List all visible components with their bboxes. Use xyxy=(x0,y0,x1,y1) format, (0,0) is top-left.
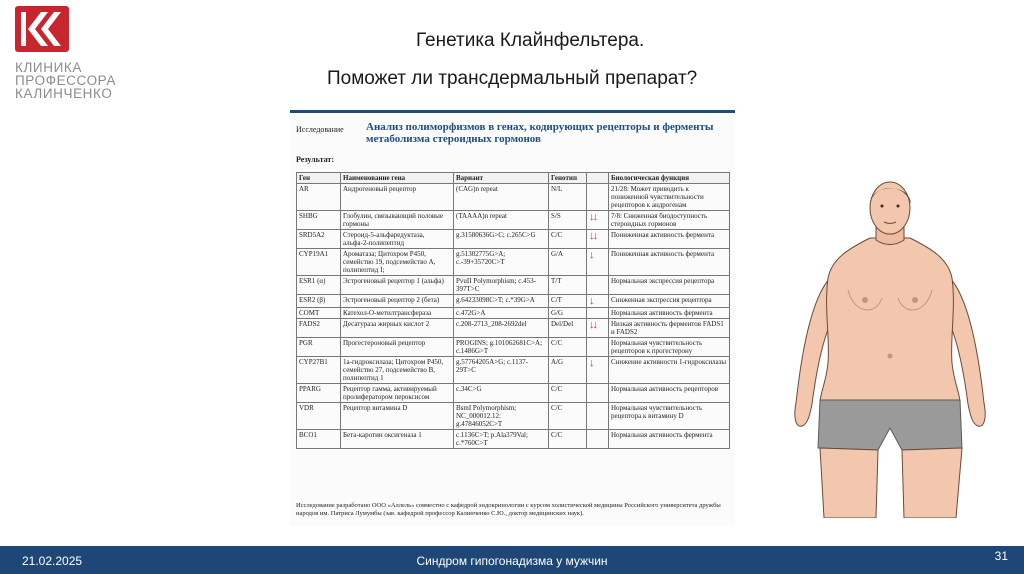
cell-genotype: A/G xyxy=(549,357,587,384)
footer-bar xyxy=(0,546,1024,574)
cell-name: 1а-гидроксилаза; Цитохром Р450, семейство 27, подсемейство В, полипептид 1 xyxy=(341,357,454,384)
header-arrow xyxy=(587,173,609,184)
table-header-row xyxy=(297,173,730,184)
cell-variant: BsmI Polymorphism; NC_000012.12: g.47846052C>T xyxy=(454,403,549,430)
cell-variant: g.57764205A>G; c.1137-29T>C xyxy=(454,357,549,384)
cell-name: Катехол-О-метилтрансфераза xyxy=(341,308,454,319)
slide-subtitle: Поможет ли трансдермальный препарат? xyxy=(327,68,698,89)
cell-function: Сниженная экспрессия рецептора xyxy=(609,295,730,308)
research-title: Анализ полиморфизмов в генах, кодирующих рецепторы и ферменты метаболизма стероидных гормонов xyxy=(366,121,714,145)
cell-variant: (CAG)n repeat xyxy=(454,184,549,211)
cell-gene: ESR1 (α) xyxy=(297,276,341,295)
table-row xyxy=(297,184,730,211)
cell-variant: c.1136C>T; p.Ala379Val; c.*760C>T xyxy=(454,430,549,449)
cell-gene: PGR xyxy=(297,338,341,357)
cell-variant: c.34C>G xyxy=(454,384,549,403)
cell-gene: VDR xyxy=(297,403,341,430)
document-footnote: Исследование разработано ООО «Аллель» совместно с кафедрой эндокринологии с курсом холистической медицины Российского университета дружбы народов им. Патриса Лумумбы (зав. кафедрой профессор Калинченко С.Ю., доктор медицинских наук). xyxy=(296,502,721,517)
cell-gene: BCO1 xyxy=(297,430,341,449)
header-name: Наименование гена xyxy=(341,173,454,184)
cell-gene: ESR2 (β) xyxy=(297,295,341,308)
slide-title: Генетика Клайнфельтера. xyxy=(416,30,645,51)
cell-arrow xyxy=(587,403,609,430)
table-row xyxy=(297,430,730,449)
cell-name: Рецептор витамина D xyxy=(341,403,454,430)
cell-gene: SRD5A2 xyxy=(297,230,341,249)
table-row xyxy=(297,403,730,430)
cell-variant: c.208-2713_208-2692del xyxy=(454,319,549,338)
cell-function: 7/8: Сниженная биодоступность стероидных гормонов xyxy=(609,211,730,230)
logo-line-3: КАЛИНЧЕНКО xyxy=(15,86,113,101)
cell-genotype: C/C xyxy=(549,384,587,403)
cell-function: Нормальная активность рецепторов xyxy=(609,384,730,403)
cell-arrow: ↓↓ xyxy=(587,211,609,230)
cell-genotype: C/C xyxy=(549,230,587,249)
cell-name: Прогестероновый рецептор xyxy=(341,338,454,357)
cell-genotype: C/C xyxy=(549,430,587,449)
header-variant: Вариант xyxy=(454,173,549,184)
cell-arrow xyxy=(587,276,609,295)
cell-function: 21/28: Может приводить к пониженной чувствительности рецепторов к андрогенам xyxy=(609,184,730,211)
cell-function: Снижение активности 1-гидроксилазы xyxy=(609,357,730,384)
cell-arrow xyxy=(587,430,609,449)
cell-function: Нормальная активность фермента xyxy=(609,308,730,319)
cell-name: Эстрогеновый рецептор 2 (бета) xyxy=(341,295,454,308)
header-genotype: Генотип xyxy=(549,173,587,184)
table-row xyxy=(297,211,730,230)
polymorphism-table xyxy=(296,172,730,449)
cell-genotype: G/A xyxy=(549,249,587,276)
cell-name: Стероид-5-альфаредуктаза, альфа-2-полипептид xyxy=(341,230,454,249)
cell-arrow xyxy=(587,338,609,357)
cell-gene: PPARG xyxy=(297,384,341,403)
cell-arrow: ↓↓ xyxy=(587,230,609,249)
cell-variant: (TAAAA)n repeat xyxy=(454,211,549,230)
cell-variant: g.31580636G>C; c.265C>G xyxy=(454,230,549,249)
cell-genotype: T/T xyxy=(549,276,587,295)
cell-variant: g.51302775G>A; c.-39+35720C>T xyxy=(454,249,549,276)
cell-gene: CYP19A1 xyxy=(297,249,341,276)
logo-line-1: КЛИНИКА xyxy=(15,60,82,75)
table-body xyxy=(297,184,730,449)
cell-genotype: Del/Del xyxy=(549,319,587,338)
cell-arrow xyxy=(587,384,609,403)
research-label: Исследование xyxy=(296,125,344,134)
cell-arrow: ↓ xyxy=(587,295,609,308)
cell-function: Пониженная активность фермента xyxy=(609,249,730,276)
cell-function: Нормальная чувствительность рецептора к витамину D xyxy=(609,403,730,430)
table-row xyxy=(297,249,730,276)
cell-genotype: S/S xyxy=(549,211,587,230)
cell-arrow: ↓ xyxy=(587,357,609,384)
genetic-report-document xyxy=(290,110,735,526)
cell-gene: SHBG xyxy=(297,211,341,230)
cell-function: Нормальная чувствительность рецепторов к прогестерону xyxy=(609,338,730,357)
cell-gene: AR xyxy=(297,184,341,211)
cell-arrow xyxy=(587,184,609,211)
cell-function: Низкая активность ферментов FADS1 и FADS2 xyxy=(609,319,730,338)
cell-gene: COMT xyxy=(297,308,341,319)
header-function: Биологическая функция xyxy=(609,173,730,184)
clinic-logo xyxy=(15,6,145,100)
cell-name: Ароматаза; Цитохром Р450, семейство 19, подсемейство А, полипептид I; xyxy=(341,249,454,276)
result-label: Результат: xyxy=(296,155,335,164)
table-row xyxy=(297,319,730,338)
table-row xyxy=(297,276,730,295)
footer-date: 21.02.2025 xyxy=(22,554,83,568)
cell-variant: PROGINS; g.101062681C>A; c.1486G>T xyxy=(454,338,549,357)
slide-number: 31 xyxy=(994,549,1008,563)
cell-name: Бета-каротин оксигеназа 1 xyxy=(341,430,454,449)
cell-genotype: C/C xyxy=(549,403,587,430)
cell-arrow xyxy=(587,308,609,319)
male-body-illustration xyxy=(790,178,990,518)
logo-line-2: ПРОФЕССОРА xyxy=(15,73,116,88)
cell-name: Глобулин, связывающий половые гормоны xyxy=(341,211,454,230)
logo-kk-icon xyxy=(15,6,69,52)
footer-title: Синдром гипогонадизма у мужчин xyxy=(416,554,608,568)
table-row xyxy=(297,384,730,403)
cell-name: Рецептор гамма, активируемый пролифератором пероксисом xyxy=(341,384,454,403)
header-gene: Ген xyxy=(297,173,341,184)
cell-genotype: C/C xyxy=(549,338,587,357)
cell-function: Нормальная экспрессия рецептора xyxy=(609,276,730,295)
table-row xyxy=(297,295,730,308)
cell-function: Пониженная активность фермента xyxy=(609,230,730,249)
table-row xyxy=(297,230,730,249)
document-top-rule xyxy=(290,110,735,113)
cell-variant: PvuII Polymorphism; c.453-397T>C xyxy=(454,276,549,295)
cell-variant: g.64233098C>T; c.*39G>A xyxy=(454,295,549,308)
table-row xyxy=(297,357,730,384)
cell-variant: c.472G>A xyxy=(454,308,549,319)
cell-genotype: N/L xyxy=(549,184,587,211)
cell-function: Нормальная активность фермента xyxy=(609,430,730,449)
cell-name: Десатураза жирных кислот 2 xyxy=(341,319,454,338)
cell-name: Эстрогеновый рецептор 1 (альфа) xyxy=(341,276,454,295)
cell-name: Андрогеновый рецептор xyxy=(341,184,454,211)
table-row xyxy=(297,338,730,357)
cell-genotype: G/G xyxy=(549,308,587,319)
cell-arrow: ↓↓ xyxy=(587,319,609,338)
table-row xyxy=(297,308,730,319)
cell-gene: CYP27B1 xyxy=(297,357,341,384)
cell-arrow: ↓ xyxy=(587,249,609,276)
cell-genotype: C/T xyxy=(549,295,587,308)
cell-gene: FADS2 xyxy=(297,319,341,338)
